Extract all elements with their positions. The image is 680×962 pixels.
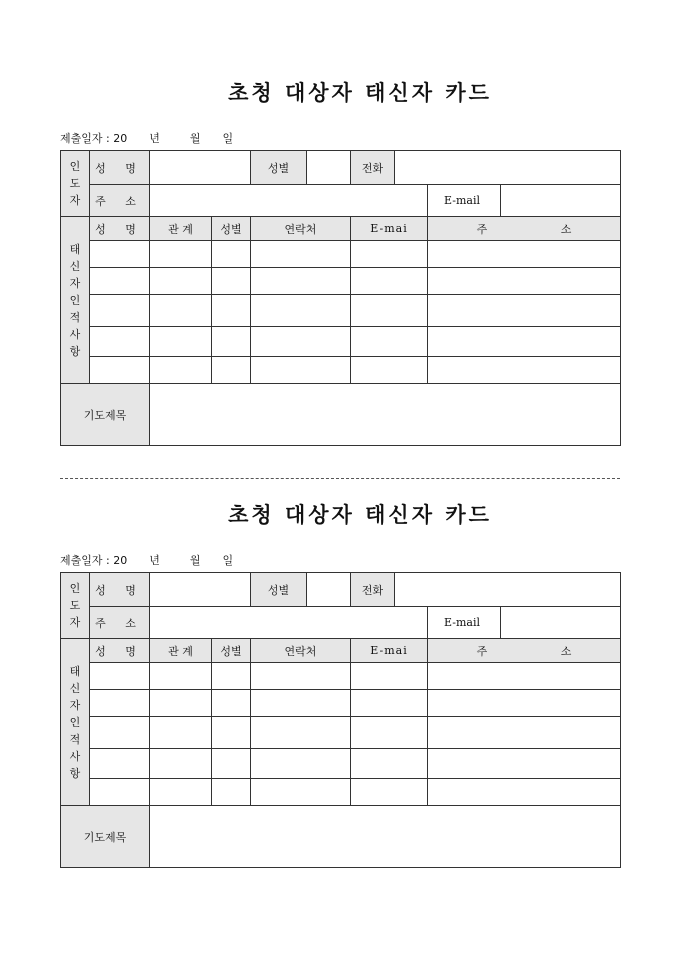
prayer-topic-field[interactable] — [150, 384, 621, 446]
target-contact-cell[interactable] — [251, 779, 351, 806]
table-row — [61, 268, 621, 295]
target-relation-cell[interactable] — [150, 779, 212, 806]
target-name-cell[interactable] — [90, 241, 150, 268]
inviter-side-label: 인 도 자 — [61, 573, 90, 639]
target-address-cell[interactable] — [428, 241, 621, 268]
table-row — [61, 241, 621, 268]
target-relation-cell[interactable] — [150, 295, 212, 327]
inviter-email-field[interactable] — [501, 185, 621, 217]
target-header-address: 주 소 — [428, 217, 621, 241]
target-header-relation: 관 계 — [150, 217, 212, 241]
inviter-phone-label: 전화 — [351, 151, 395, 185]
date-label: 제출일자 : 20 — [60, 132, 128, 145]
target-relation-cell[interactable] — [150, 357, 212, 384]
target-header-gender: 성별 — [212, 217, 251, 241]
target-contact-cell[interactable] — [251, 268, 351, 295]
target-contact-cell[interactable] — [251, 241, 351, 268]
target-name-cell[interactable] — [90, 749, 150, 779]
inviter-name-label: 성 명 — [90, 573, 150, 607]
table-row — [61, 749, 621, 779]
target-contact-cell[interactable] — [251, 327, 351, 357]
target-name-cell[interactable] — [90, 663, 150, 690]
target-name-cell[interactable] — [90, 268, 150, 295]
target-contact-cell[interactable] — [251, 749, 351, 779]
target-gender-cell[interactable] — [212, 749, 251, 779]
target-gender-cell[interactable] — [212, 690, 251, 717]
date-month: 월 — [189, 132, 201, 145]
target-address-cell[interactable] — [428, 268, 621, 295]
inviter-gender-field[interactable] — [307, 151, 351, 185]
target-address-cell[interactable] — [428, 749, 621, 779]
inviter-name-label: 성 명 — [90, 151, 150, 185]
target-header-contact: 연락처 — [251, 639, 351, 663]
target-name-cell[interactable] — [90, 327, 150, 357]
inviter-address-label: 주 소 — [90, 607, 150, 639]
prayer-topic-label: 기도제목 — [61, 806, 150, 868]
cut-line-divider — [60, 478, 620, 479]
target-gender-cell[interactable] — [212, 779, 251, 806]
target-relation-cell[interactable] — [150, 327, 212, 357]
target-gender-cell[interactable] — [212, 295, 251, 327]
target-email-cell[interactable] — [351, 717, 428, 749]
inviter-email-label: E-mail — [428, 607, 501, 639]
target-header-relation: 관 계 — [150, 639, 212, 663]
target-email-cell[interactable] — [351, 690, 428, 717]
target-name-cell[interactable] — [90, 357, 150, 384]
target-relation-cell[interactable] — [150, 241, 212, 268]
table-row — [61, 779, 621, 806]
inviter-phone-label: 전화 — [351, 573, 395, 607]
target-contact-cell[interactable] — [251, 690, 351, 717]
inviter-email-field[interactable] — [501, 607, 621, 639]
target-address-cell[interactable] — [428, 779, 621, 806]
target-email-cell[interactable] — [351, 327, 428, 357]
target-relation-cell[interactable] — [150, 749, 212, 779]
table-row — [61, 357, 621, 384]
target-relation-cell[interactable] — [150, 663, 212, 690]
table-row — [61, 327, 621, 357]
date-year: 년 — [149, 554, 160, 567]
target-contact-cell[interactable] — [251, 663, 351, 690]
inviter-gender-field[interactable] — [307, 573, 351, 607]
inviter-address-field[interactable] — [150, 607, 428, 639]
target-email-cell[interactable] — [351, 241, 428, 268]
card-title: 초청 대상자 태신자 카드 — [228, 502, 492, 527]
table-row — [61, 717, 621, 749]
submission-date — [60, 130, 620, 148]
prayer-topic-field[interactable] — [150, 806, 621, 868]
table-row — [61, 663, 621, 690]
target-name-cell[interactable] — [90, 295, 150, 327]
submission-date — [60, 552, 620, 570]
target-relation-cell[interactable] — [150, 717, 212, 749]
inviter-email-label: E-mail — [428, 185, 501, 217]
target-email-cell[interactable] — [351, 749, 428, 779]
inviter-address-field[interactable] — [150, 185, 428, 217]
invitation-card-1 — [60, 78, 620, 446]
target-email-cell[interactable] — [351, 779, 428, 806]
target-header-gender: 성별 — [212, 639, 251, 663]
target-relation-cell[interactable] — [150, 690, 212, 717]
target-address-cell[interactable] — [428, 357, 621, 384]
table-row — [61, 690, 621, 717]
inviter-name-field[interactable] — [150, 573, 251, 607]
target-address-cell[interactable] — [428, 690, 621, 717]
target-side-label: 태 신 자 인 적 사 항 — [61, 639, 90, 806]
target-header-email: E-mai — [351, 639, 428, 663]
inviter-address-label: 주 소 — [90, 185, 150, 217]
target-address-cell[interactable] — [428, 295, 621, 327]
target-gender-cell[interactable] — [212, 241, 251, 268]
date-day: 일 — [222, 554, 234, 567]
target-header-email: E-mai — [351, 217, 428, 241]
invitation-card-2 — [60, 500, 620, 868]
target-side-label: 태 신 자 인 적 사 항 — [61, 217, 90, 384]
target-email-cell[interactable] — [351, 268, 428, 295]
date-day: 일 — [222, 132, 234, 145]
target-gender-cell[interactable] — [212, 717, 251, 749]
target-name-cell[interactable] — [90, 717, 150, 749]
prayer-topic-label: 기도제목 — [61, 384, 150, 446]
target-contact-cell[interactable] — [251, 717, 351, 749]
target-header-contact: 연락처 — [251, 217, 351, 241]
inviter-phone-field[interactable] — [395, 151, 621, 185]
target-header-name: 성 명 — [90, 217, 150, 241]
target-gender-cell[interactable] — [212, 268, 251, 295]
inviter-gender-label: 성별 — [251, 573, 307, 607]
target-email-cell[interactable] — [351, 663, 428, 690]
target-address-cell[interactable] — [428, 327, 621, 357]
card-form-table — [60, 150, 621, 446]
table-row — [61, 295, 621, 327]
target-name-cell[interactable] — [90, 779, 150, 806]
target-email-cell[interactable] — [351, 357, 428, 384]
target-address-cell[interactable] — [428, 717, 621, 749]
target-relation-cell[interactable] — [150, 268, 212, 295]
target-gender-cell[interactable] — [212, 357, 251, 384]
target-header-name: 성 명 — [90, 639, 150, 663]
inviter-name-field[interactable] — [150, 151, 251, 185]
target-name-cell[interactable] — [90, 690, 150, 717]
card-form-table — [60, 572, 621, 868]
card-title: 초청 대상자 태신자 카드 — [228, 80, 492, 105]
target-contact-cell[interactable] — [251, 357, 351, 384]
target-email-cell[interactable] — [351, 295, 428, 327]
date-label: 제출일자 : 20 — [60, 554, 128, 567]
date-month: 월 — [189, 554, 201, 567]
target-gender-cell[interactable] — [212, 327, 251, 357]
inviter-phone-field[interactable] — [395, 573, 621, 607]
target-header-address: 주 소 — [428, 639, 621, 663]
target-gender-cell[interactable] — [212, 663, 251, 690]
inviter-side-label: 인 도 자 — [61, 151, 90, 217]
inviter-gender-label: 성별 — [251, 151, 307, 185]
target-contact-cell[interactable] — [251, 295, 351, 327]
date-year: 년 — [149, 132, 160, 145]
target-address-cell[interactable] — [428, 663, 621, 690]
